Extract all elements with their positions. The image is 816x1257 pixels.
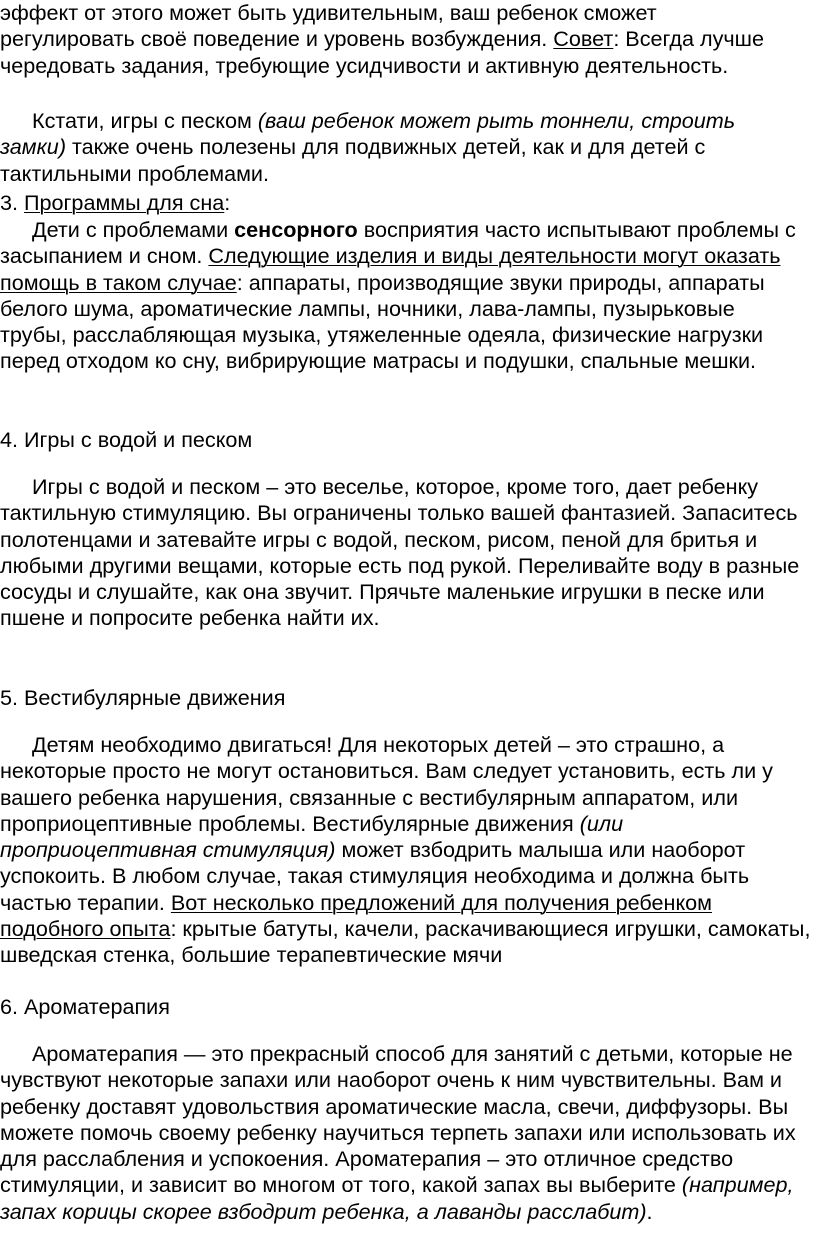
- paragraph-text: : крытые батуты, качели, раскачивающиеся игрушки, самокаты, шведская стенка, большие терапевтические мячи: [0, 916, 811, 968]
- paragraph-text: восприятия часто испытывают проблемы с засыпанием и сном.: [0, 217, 796, 269]
- paragraph-text: : аппараты, производящие звуки природы, аппараты белого шума, ароматические лампы, ночники, лава-лампы, пузырьковые трубы, расслабляющая музыка, утяжеленные одеяла, физические нагрузки перед отходом ко сну, вибрирующие матрасы и подушки, спальные мешки.: [0, 269, 765, 374]
- bold-term: сенсорного: [234, 217, 358, 242]
- paragraph-text: Игры с водой и песком – это веселье, которое, кроме того, дает ребенку тактильную стимуляцию. Вы ограничены только вашей фантазией. Запаситесь полотенцами и затевайте игры с водой, песком, рисом, пеной для бритья и любыми другими вещами, которые есть под рукой. Переливайте воду в разные сосуды и слушайте, как она звучит. Прячьте маленькие игрушки в песке или пшене и попросите ребенка найти их.: [0, 474, 800, 631]
- paragraph-text: Кстати, игры с песком: [32, 108, 258, 133]
- section-colon: :: [224, 190, 231, 215]
- paragraph-text: Детям необходимо двигаться! Для некоторых детей – это страшно, а некоторые просто не могут остановиться. Вам следует установить, есть ли у вашего ребенка нарушения, связанные с вестибулярным аппаратом, или проприоцептивные проблемы. Вестибулярные движения: [0, 732, 773, 836]
- section-heading-sleep: [0, 190, 780, 216]
- paragraph-text: также очень полезены для подвижных детей, как и для детей с тактильными проблемами.: [0, 134, 706, 186]
- paragraph-text: Ароматерапия — это прекрасный способ для занятий с детьми, которые не чувствуют некоторые запахи или наоборот очень к ним чувствительны. Вам и ребенку доставят удовольствия ароматические масла, свечи, диффузоры. Вы можете помочь своему ребенку научиться терпеть запахи или использовать их для расслабления и успокоения. Ароматерапия – это отличное средство стимуляции, и зависит во многом от того, какой запах вы выберите: [0, 1041, 796, 1198]
- underlined-phrase: Следующие изделия и виды деятельности могут оказать помощь в таком случае: [0, 243, 781, 295]
- paragraph-sleep-programs: [0, 217, 800, 375]
- paragraph-aromatherapy: [0, 1041, 812, 1225]
- italic-note: (или проприоцептивная стимуляция): [0, 810, 624, 863]
- paragraph-sand-games: [0, 108, 800, 187]
- italic-note: (например, запах корицы скорее взбодрит ребенка, а лаванды расслабит): [0, 1172, 794, 1224]
- section-heading-aromatherapy: [0, 994, 780, 1020]
- paragraph-behavior-advice: [0, 0, 780, 79]
- underlined-phrase: Вот несколько предложений для получения ребенком подобного опыта: [0, 889, 713, 942]
- section-title: 6. Ароматерапия: [0, 994, 170, 1019]
- section-title: 4. Игры с водой и песком: [0, 427, 253, 452]
- advice-label: Совет: [553, 26, 614, 52]
- paragraph-water-sand: [0, 474, 800, 632]
- section-heading-water-sand: [0, 427, 780, 453]
- paragraph-text: Дети с проблемами: [32, 217, 235, 242]
- paragraph-text: может взбодрить малыша или наоборот успокоить. В любом случае, такая стимуляция необходима и должна быть частью терапии.: [0, 837, 750, 915]
- section-title: Программы для сна: [24, 190, 225, 215]
- paragraph-text: эффект от этого может быть удивительным, ваш ребенок сможет регулировать своё поведение и уровень возбуждения.: [0, 0, 657, 52]
- paragraph-text: .: [646, 1198, 653, 1224]
- paragraph-vestibular: [0, 732, 816, 969]
- paragraph-text: : Всегда лучше чередовать задания, требующие усидчивости и активную деятельность.: [0, 26, 765, 78]
- section-heading-vestibular: [0, 685, 780, 711]
- section-number: 3.: [0, 190, 25, 215]
- italic-note: (ваш ребенок может рыть тоннели, строить замки): [0, 108, 736, 160]
- section-title: 5. Вестибулярные движения: [0, 685, 286, 710]
